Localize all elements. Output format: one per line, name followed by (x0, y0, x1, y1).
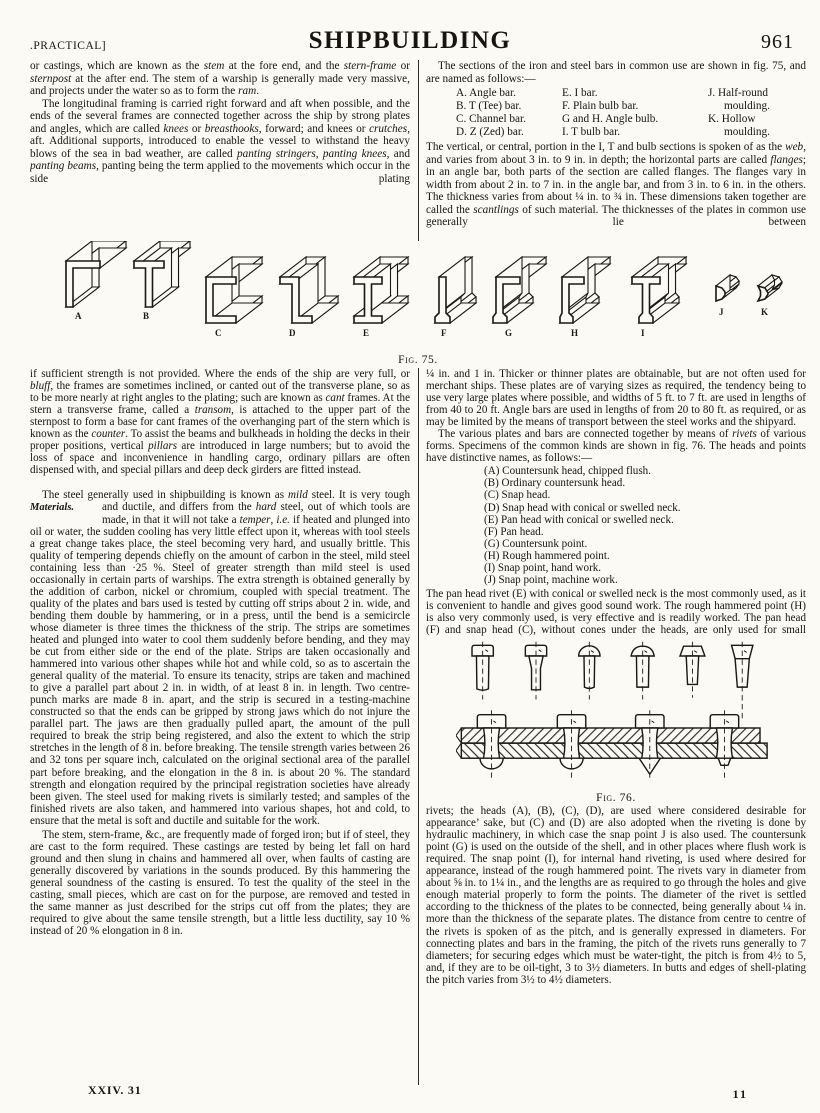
figure-76 (426, 639, 806, 804)
figure-75-label: C (215, 328, 222, 338)
paragraph-text: The steel generally used in shipbuilding is known as mild steel. It is very tough and ductile, and differs from the hard steel, out of (42, 489, 410, 514)
list-item: (A) Countersunk head, chipped flush. (484, 465, 651, 478)
list-item: (B) Ordinary countersunk head. (484, 477, 626, 490)
figure-75-label: A (75, 311, 82, 321)
figure-75-label: K (761, 307, 769, 317)
paragraph: if sufficient strength is not provided. Where the ends of the ship are very full, or bluff, the frames are sometimes inclined, or canted out of the transverse plane, so as to be more nearly at right angles to the plating; such are known as cant frames. At the stern a transverse frame, called a transom, is attached to the upper part of the sternpost to form a base for cant frames of the overhanging part of the stern which is known as the counter. To assist the beams and bulkheads in holding the decks in their proper positions, vertical pillars are introduced in large numbers; but to avoid the loss of space and inconvenience in handling cargo, ordinary pillars are often dispensed with, and special pillars and deep deck girders are fitted instead. (30, 368, 410, 477)
bar-list-column (708, 87, 806, 139)
signature-mark: XXIV. 31 (88, 1083, 142, 1097)
figure-75-label: J (719, 307, 724, 317)
right-column-top (426, 60, 806, 241)
list-item: I. T bulb bar. (562, 126, 621, 139)
section-label: .PRACTICAL] (30, 40, 107, 52)
figure-75-label: I (641, 328, 645, 338)
right-column-bottom (426, 368, 806, 1085)
list-item: (G) Countersunk point. (484, 537, 588, 550)
list-item: (F) Pan head. (484, 525, 544, 538)
list-item: (D) Snap head with conical or swelled neck. (484, 501, 681, 514)
figure-75-label: G (505, 328, 513, 338)
page-title: SHIPBUILDING (308, 27, 512, 54)
materials-side-heading: Materials. (30, 502, 75, 514)
list-item: (H) Rough hammered point. (484, 549, 610, 562)
list-item: A. Angle bar. (456, 87, 516, 100)
figure-76-caption: Fig. 76. (596, 792, 636, 805)
top-columns (30, 60, 806, 241)
bar-list-column (456, 87, 562, 139)
list-item: B. T (Tee) bar. (456, 100, 522, 113)
bar-sections-list (426, 87, 806, 139)
paragraph: ¼ in. and 1 in. Thicker or thinner plates are obtainable, but are not often used for merchant ships. These plates are of varying sizes as required, the tendency being to use very large plates where possible, and widths of 5 ft. to 7 ft. are used in lengths of from 40 to 20 ft. Angle bars are used in lengths of from 20 to 80 ft. as required, or as may be limited by the means of transport between the steel works and the shipyard. (426, 368, 806, 429)
list-item: C. Channel bar. (456, 113, 526, 126)
list-item: K. Hollow (708, 113, 756, 126)
list-item: F. Plain bulb bar. (562, 100, 639, 113)
bar-list-column (562, 87, 708, 139)
left-column-bottom (30, 368, 410, 1085)
list-item: (E) Pan head with conical or swelled neck. (484, 513, 674, 526)
page-number: 961 (761, 31, 794, 53)
figure-75-label: F (441, 328, 447, 338)
left-column-top (30, 60, 410, 241)
column-divider (418, 60, 419, 241)
figure-75-label: D (289, 328, 296, 338)
column-divider (418, 368, 419, 1085)
rivets-figure (456, 639, 776, 785)
list-item: D. Z (Zed) bar. (456, 126, 524, 139)
list-item: moulding. (724, 126, 770, 139)
list-item: moulding. (724, 100, 770, 113)
bottom-columns (30, 368, 806, 1085)
rivet-names-list (426, 465, 806, 585)
list-item: (I) Snap point, hand work. (484, 561, 602, 574)
figure-75-label: H (571, 328, 579, 338)
materials-paragraph (30, 489, 410, 826)
paragraph: The pan head rivet (E) with conical or swelled neck is the most commonly used, as it is convenient to handle and gives good sound work. The rough hammered point (H) is also very commonly used, is very effective and is readily worked. The pan head (F) and snap head (C), without cones under the heads, are only used for small (426, 587, 806, 636)
figure-75 (30, 241, 806, 366)
paragraph: The stem, stern-frame, &c., are frequently made of forged iron; but if of steel, they are cast to the form required. These castings are tested by being let fall on hard ground and then slung in chains and hammered all over, when faults of casting are generally discovered by variations in the sounds produced. By this hammering the general soundness of the casting is ensured. To test the quality of the steel in the casting, small pieces, which are cast on for the purpose, are removed and tested in the same manner as just described for the strips cut off from the plates; they are required to give about the same tensile strength, but a little less ductility, say 10 % instead of 20 % elongation in 8 in. (30, 828, 410, 938)
list-item: G and H. Angle bulb. (562, 113, 659, 126)
figure-75-label: E (363, 328, 370, 338)
footer-page-mark: 11 (732, 1087, 748, 1101)
list-item: (C) Snap head. (484, 489, 551, 502)
paragraph-text: which tools are made, in that it will not take a temper, i.e. if heated and plunged into oil or water, the sudden cooling has very little effect upon it, whereas with tool steels a great change takes place, the steel becoming very hard, and usually brittle. This quality of tempering depends chiefly on the amount of carbon in the steel, mild steel containing less than ·25 %. Steel of greater strength than mild steel is used occasionally in certain parts of warships. The extra strength is obtained generally by the addition of carbon, nickel or chromium, coupled with special treatment. The quality of the plates and bars used is tested by cutting off strips about 2 in. wide, and bending them double by hammering, or in a press, until the bend is a semicircle whose diameter is three times the thickness of the strip. The strips are sometimes heated and plunged into water to cool them suddenly before bending, and they may be cut from either side or the end of the plate. Strips are taken occasionally and hammered into various other shapes while hot and while cold, so as to ascertain the general quality of the material. To ensure its tenacity, strips are taken and machined to give a parallel part about 2 in. in width, of at least 8 in. in length. Two centre-punch marks are made 8 in. apart, and the strip is secured in a testing-machine constructed so that the ends can be gripped by strong jaws which do not injure the parallel part. The jaws are then gradually pulled apart, the amount of the pull required to break the strip being registered, and also the extent to which the strip stretches in the length of 8 in. before breaking. The tensile strength varies between 26 and 32 tons per square inch, calculated on the original sectional area of the parallel part before breaking, and the elongation in the 8 in. is about 20 %. The standard strength and elongation required by the principal registration societies have already been given. The steel used for making rivets is similarly tested; and samples of the finished rivets are also taken, and hammered into various shapes, hot and cold, to ensure that the metal is soft and ductile and suitable for the work. (30, 501, 410, 827)
paragraph: The vertical, or central, portion in the I, T and bulb sections is spoken of as the web, and varies from about 3 in. to 9 in. in depth; the horizontal parts are called flanges; in an angle bar, both parts of the section are called flanges. The flanges vary in width from about 2 in. to 7 in. in the angle bar, and from 3 in. to 6 in. in the others. The thickness varies from about ¼ in. to ¾ in. These dimensions taken together are called the scantlings of such material. The thicknesses of the plates in common use generally lie between (426, 141, 806, 229)
figure-75-label: B (143, 311, 150, 321)
paragraph: The various plates and bars are connected together by means of rivets of various forms. Specimens of the common kinds are shown in fig. 76. The heads and points have distinctive names, as follows:— (426, 428, 806, 465)
paragraph: The longitudinal framing is carried right forward and aft when possible, and the ends of the several frames are connected together across the ship by strong plates and angles, which are called knees or breasthooks, forward; and knees or crutches, aft. Additional supports, introduced to enable the vessel to withstand the heavy blows of the sea in bad weather, are called panting stringers, panting knees, and panting beams, panting being the term applied to the movements which occur in the side plating (30, 97, 410, 185)
list-item: (J) Snap point, machine work. (484, 573, 618, 586)
list-item: E. I bar. (562, 87, 598, 100)
bar-sections-figure (48, 241, 788, 347)
paragraph: rivets; the heads (A), (B), (C), (D), are used where considered desirable for appearance’ sake, but (C) and (D) are also adopted when the riveting is done by hydraulic machinery, in which case the snap point J is also used. The countersunk point (G) is used on the outside of the shell, and in other places where flush work is required. The snap point (I), for internal hand riveting, is used where desired for appearance, instead of the rough hammered point. The rivets vary in diameter from about ⅝ in. to 1¼ in., and the lengths are as required to go through the holes and give enough material properly to form the points. The diameter of the rivet is settled according to the thickness of the plates to be connected, being generally about ¼ in. more than the thickness of the separate plates. The distance from centre to centre of the rivets is spoken of as the pitch, and is generally expressed in diameters. For connecting plates and bars in the framing, the pitch of the rivets runs generally to 7 diameters; for securing edges which must be water-tight, the pitch is from 4½ to 5, and, if they are to be oil-tight, 3 to 3½ diameters. In butts and edges of shell-plating the pitch varies from 3½ to 4½ diameters. (426, 805, 806, 986)
paragraph: or castings, which are known as the stem at the fore end, and the stern-frame or sternpost at the after end. The stem of a warship is generally made very massive, and projects under the water so as to form the ram. (30, 60, 410, 98)
list-item: J. Half-round (708, 87, 768, 100)
paragraph: The sections of the iron and steel bars in common use are shown in fig. 75, and are named as follows:— (426, 60, 806, 85)
figure-75-caption: Fig. 75. (398, 354, 438, 366)
